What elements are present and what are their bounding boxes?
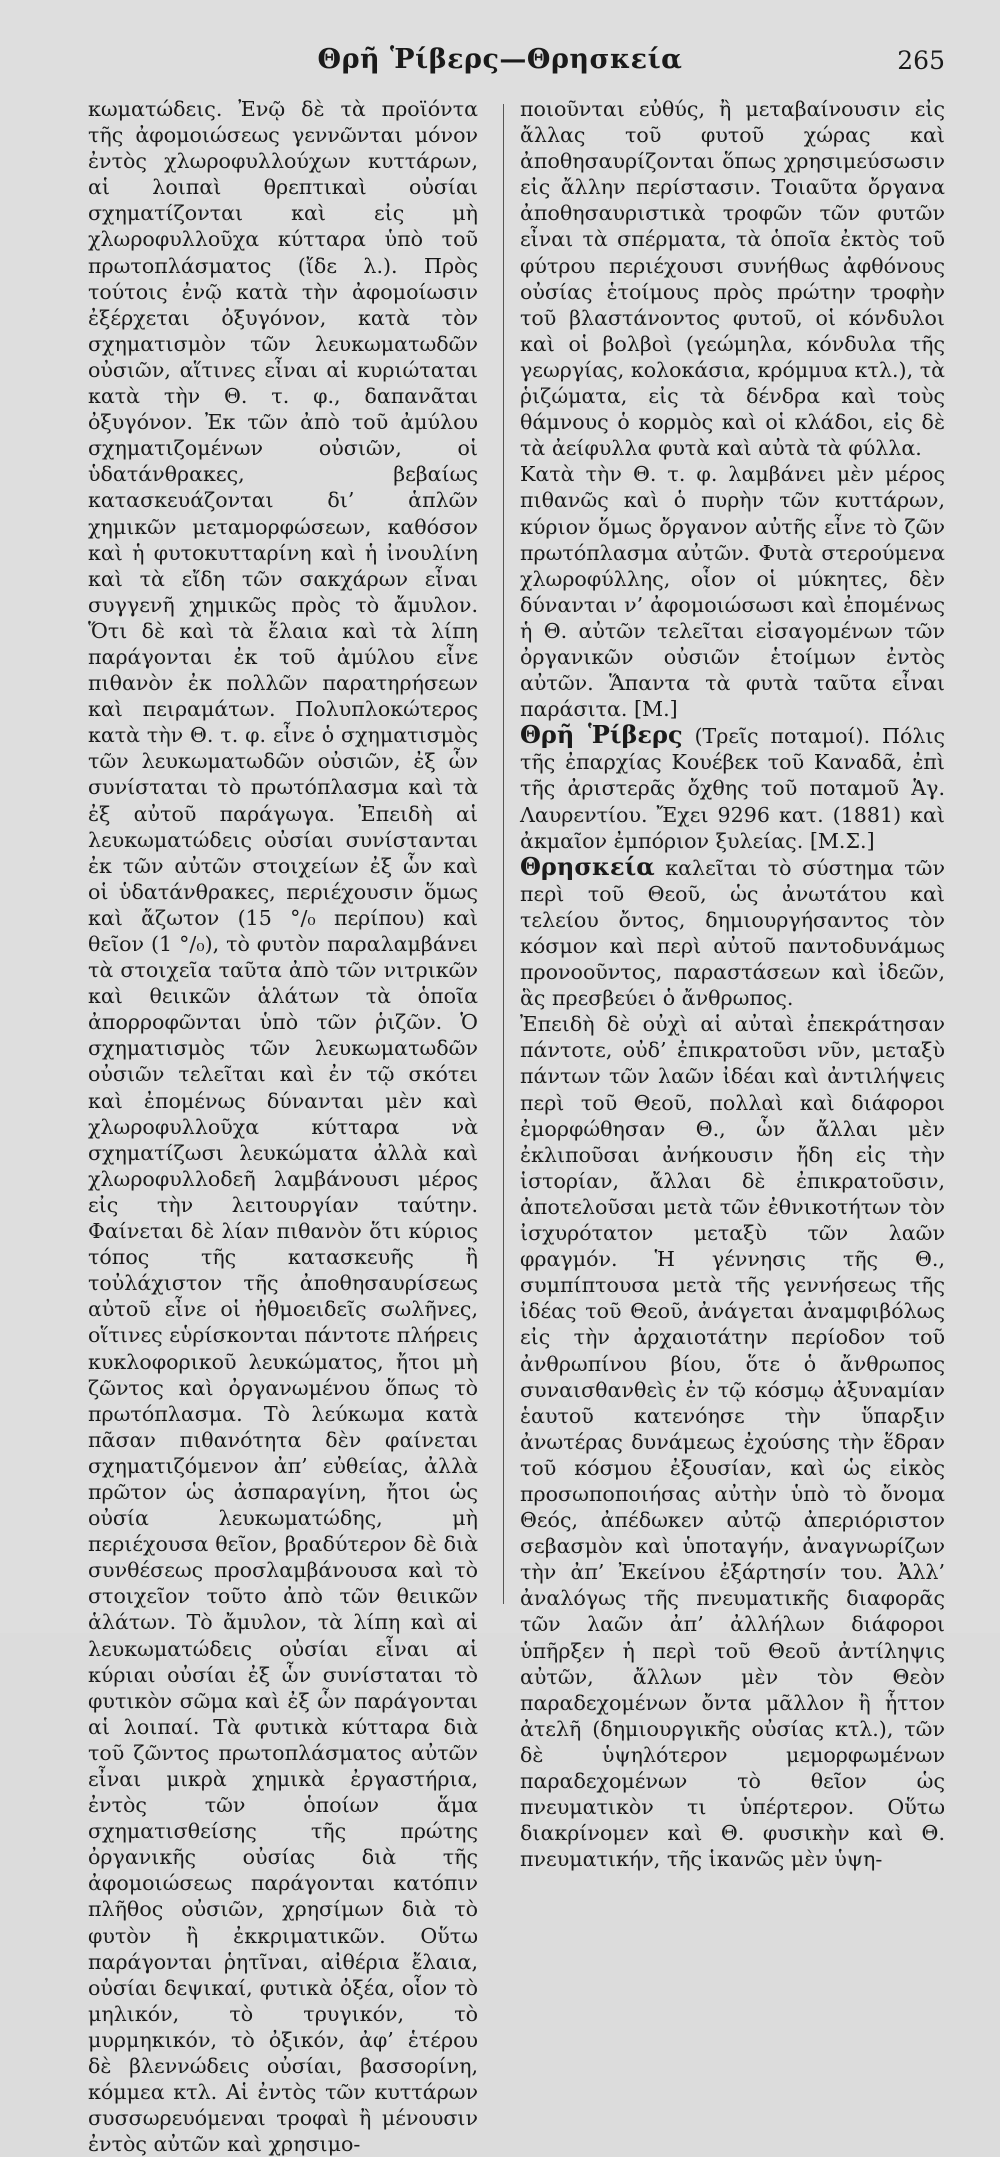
right-column [520,96,945,1872]
page-number: 265 [897,46,945,75]
entry-body: (Τρεῖς ποταμοί). Πόλις τῆς ἐπαρχίας Κουέβεκ τοῦ Καναδᾶ, ἐπὶ τῆς ἀριστερᾶς ὄχθης τοῦ ποταμοῦ Ἁγ. Λαυρεντίου. Ἔχει 9296 κατ. (1881) καὶ ἀκμαῖον ἐμπόριον ξυλείας. [520,724,946,853]
paragraph-2-text: Κατὰ τὴν Θ. τ. φ. λαμβάνει μὲν μέρος πιθανῶς καὶ ὁ πυρὴν τῶν κυττάρων, κύριον ὅμως ὄργανον αὐτῆς εἶνε τὸ ζῶν πρωτόπλασμα αὐτῶν. Φυτὰ στερούμενα χλωροφύλλης, οἷον οἱ μύκητες, δὲν δύνανται ν’ ἀφομοιώσωσι καὶ ἐπομένως ἡ Θ. αὐτῶν τελεῖται εἰσαγομένων τῶν ὀργανικῶν οὐσιῶν ἑτοίμων ἐντὸς αὐτῶν. Ἅπαντα τὰ φυτὰ ταῦτα εἶναι παράσιτα. [520,462,945,722]
author-signature: [Μ.] [633,697,678,722]
entry-body: καλεῖται τὸ σύστημα τῶν περὶ τοῦ Θεοῦ, ὡς ἀνωτάτου καὶ τελείου ὄντος, δημιουργήσαντος τὸν κόσμον καὶ περὶ αὐτοῦ παντοδυνάμως προνοοῦντος, παραστάσεων καὶ ἰδεῶν, ἃς πρεσβεύει ὁ ἄνθρωπος. [520,855,945,1011]
running-title: Θρῆ Ῥίβερς—Θρησκεία [317,44,683,75]
right-paragraph-1: ποιοῦνται εὐθύς, ἢ μεταβαίνουσιν εἰς ἄλλας τοῦ φυτοῦ χώρας καὶ ἀποθησαυρίζονται ὅπως χρησιμεύσωσιν εἰς ἄλλην περίστασιν. Τοιαῦτα ὄργανα ἀποθησαυριστικὰ τροφῶν τῶν φυτῶν εἶναι τὰ σπέρματα, τὰ ὁποῖα ἐκτὸς τοῦ φύτρου περιέχουσι συνήθως ἀφθόνους οὐσίας ἑτοίμους πρὸς πρώτην τροφὴν τοῦ βλαστάνοντος φυτοῦ, οἱ κόνδυλοι καὶ οἱ βολβοὶ (γεώμηλα, κόνδυλα τῆς γεωργίας, κολοκάσια, κρόμμυα κτλ.), τὰ ῥιζώματα, εἰς τὰ δένδρα καὶ τοὺς θάμνους ὁ κορμὸς καὶ οἱ κλάδοι, εἰς δὲ τὰ ἀείφυλλα φυτὰ καὶ αὐτὰ τὰ φύλλα. [520,97,945,461]
entry-threskeia [520,851,945,1012]
left-column [88,96,478,2157]
entry-headword: Θρησκεία [520,851,655,881]
page-header [0,38,1000,88]
column-divider [503,104,504,1604]
entry-headword: Θρῆ Ῥίβερς [520,720,683,750]
right-paragraph-2 [520,461,945,722]
entry-thre-rivers [520,722,945,853]
author-signature: [Μ.Σ.] [809,828,875,853]
left-paragraph: κωματώδεις. Ἐνῷ δὲ τὰ προϊόντα τῆς ἀφομοιώσεως γεννῶνται μόνον ἐντὸς χλωροφυλλούχων κυττάρων, αἱ λοιπαὶ θρεπτικαὶ οὐσίαι σχηματίζονται καὶ εἰς μὴ χλωροφυλλοῦχα κύτταρα ὑπὸ τοῦ πρωτοπλάσματος (ἴδε λ.). Πρὸς τούτοις ἐνῷ κατὰ τὴν ἀφομοίωσιν ἐξέρχεται ὀξυγόνον, κατὰ τὸν σχηματισμὸν τῶν λευκωματωδῶν οὐσιῶν, αἵτινες εἶναι αἱ κυριώταται κατὰ τὴν Θ. τ. φ., δαπανᾶται ὀξυγόνον. Ἐκ τῶν ἀπὸ τοῦ ἀμύλου σχηματιζομένων οὐσιῶν, οἱ ὑδατάνθρακες, βεβαίως κατασκευάζονται δι’ ἁπλῶν χημικῶν μεταμορφώσεων, καθόσον καὶ ἡ φυτοκυτταρίνη καὶ ἡ ἰνουλίνη καὶ τὰ εἴδη τῶν σακχάρων εἶναι συγγενῆ χημικῶς πρὸς τὸ ἄμυλον. Ὅτι δὲ καὶ τὰ ἔλαια καὶ τὰ λίπη παράγονται ἐκ τοῦ ἀμύλου εἶνε πιθανὸν ἐκ πολλῶν παρατηρήσεων καὶ πειραμάτων. Πολυπλοκώτερος κατὰ τὴν Θ. τ. φ. εἶνε ὁ σχηματισμὸς τῶν λευκωματωδῶν οὐσιῶν, ἐξ ὧν συνίσταται τὸ πρωτόπλασμα καὶ τὰ ἐξ αὐτοῦ παράγωγα. Ἐπειδὴ αἱ λευκωματώδεις οὐσίαι συνίστανται ἐκ τῶν αὐτῶν στοιχείων ἐξ ὧν καὶ οἱ ὑδατάνθρακες, περιέχουσιν ὅμως καὶ ἄζωτον (15 °/₀ περίπου) καὶ θεῖον (1 °/₀), τὸ φυτὸν παραλαμβάνει τὰ στοιχεῖα ταῦτα ἀπὸ τῶν νιτρικῶν καὶ θειικῶν ἁλάτων τὰ ὁποῖα ἀπορροφῶνται ὑπὸ τῶν ῥιζῶν. Ὁ σχηματισμὸς τῶν λευκωματωδῶν οὐσιῶν τελεῖται καὶ ἐν τῷ σκότει καὶ ἐπομένως δύνανται μὲν καὶ χλωροφυλλοῦχα κύτταρα νὰ σχηματίζωσι λευκώματα ἀλλὰ καὶ χλωροφυλλοδεῆ λαμβάνουσι μέρος εἰς τὴν λειτουργίαν ταύτην. Φαίνεται δὲ λίαν πιθανὸν ὅτι κύριος τόπος τῆς κατασκευῆς ἢ τοὐλάχιστον τῆς ἀποθησαυρίσεως αὐτοῦ εἶνε οἱ ἠθμοειδεῖς σωλῆνες, οἵτινες εὑρίσκονται πάντοτε πλήρεις κυκλοφορικοῦ λευκώματος, ἤτοι μὴ ζῶντος καὶ ὀργανωμένου ὅπως τὸ πρωτόπλασμα. Τὸ λεύκωμα κατὰ πᾶσαν πιθανότητα δὲν φαίνεται σχηματιζόμενον ἀπ’ εὐθείας, ἀλλὰ πρῶτον ὡς ἀσπαραγίνη, ἤτοι ὡς οὐσία λευκωματώδης, μὴ περιέχουσα θεῖον, βραδύτερον δὲ διὰ συνθέσεως προσλαμβάνουσα καὶ τὸ στοιχεῖον τοῦτο ἀπὸ τῶν θειικῶν ἁλάτων. Τὸ ἄμυλον, τὰ λίπη καὶ αἱ λευκωματώδεις οὐσίαι εἶναι αἱ κύριαι οὐσίαι ἐξ ὧν συνίσταται τὸ φυτικὸν σῶμα καὶ ἐξ ὧν παράγονται αἱ λοιπαί. Τὰ φυτικὰ κύτταρα διὰ τοῦ ζῶντος πρωτοπλάσματος αὐτῶν εἶναι μικρὰ χημικὰ ἐργαστήρια, ἐντὸς τῶν ὁποίων ἅμα σχηματισθείσης τῆς πρώτης ὀργανικῆς οὐσίας διὰ τῆς ἀφομοιώσεως παράγονται κατόπιν πλῆθος οὐσιῶν, χρησίμων διὰ τὸ φυτὸν ἢ ἐκκριματικῶν. Οὕτω παράγονται ῥητῖναι, αἰθέρια ἔλαια, οὐσίαι δεψικαί, φυτικὰ ὀξέα, οἷον τὸ μηλικόν, τὸ τρυγικόν, τὸ μυρμηκικόν, τὸ ὀξικόν, ἀφ’ ἑτέρου δὲ βλεννώδεις οὐσίαι, βασσορίνη, κόμμεα κτλ. Αἱ ἐντὸς τῶν κυττάρων συσσωρευόμεναι τροφαὶ ἢ μένουσιν ἐντὸς αὐτῶν καὶ χρησιμο- [88,97,479,2157]
entry-threskeia-continued: Ἐπειδὴ δὲ οὐχὶ αἱ αὐταὶ ἐπεκράτησαν πάντοτε, οὐδ’ ἐπικρατοῦσι νῦν, μεταξὺ πάντων τῶν λαῶν ἰδέαι καὶ ἀντιλήψεις περὶ τοῦ Θεοῦ, πολλαὶ καὶ διάφοροι ἐμορφώθησαν Θ., ὧν ἄλλαι μὲν ἐκλιποῦσαι ἀνήκουσιν ἤδη εἰς τὴν ἱστορίαν, ἄλλαι δὲ ἐπικρατοῦσιν, ἀποτελοῦσαι μετὰ τῶν ἐθνικοτήτων τὸν ἰσχυρότατον μεταξὺ τῶν λαῶν φραγμόν. Ἡ γέννησις τῆς Θ., συμπίπτουσα μετὰ τῆς γεννήσεως τῆς ἰδέας τοῦ Θεοῦ, ἀνάγεται ἀναμφιβόλως εἰς τὴν ἀρχαιοτάτην περίοδον τοῦ ἀνθρωπίνου βίου, ὅτε ὁ ἄνθρωπος συναισθανθεὶς ἐν τῷ κόσμῳ ἀξυναμίαν ἑαυτοῦ κατενόησε τὴν ὕπαρξιν ἀνωτέρας δυνάμεως ἐχούσης τὴν ἕδραν τοῦ κόσμου ἐξουσίαν, καὶ ὡς εἰκὸς προσωποποιήσας αὐτὴν ὑπὸ τὸ ὄνομα Θεός, ἀπέδωκεν αὐτῷ ἀπεριόριστον σεβασμὸν καὶ ὑποταγήν, ἀναγνωρίζων τὴν ἀπ’ Ἐκείνου ἐξάρτησίν του. Ἀλλ’ ἀναλόγως τῆς πνευματικῆς διαφορᾶς τῶν λαῶν ἀπ’ ἀλλήλων διάφοροι ὑπῆρξεν ἡ περὶ τοῦ Θεοῦ ἀντίληψις αὐτῶν, ἄλλων μὲν τὸν Θεὸν παραδεχομένων ὄντα μᾶλλον ἢ ἧττον ἀτελῆ (δημιουργικῆς οὐσίας κτλ.), τῶν δὲ ὑψηλότερον μεμορφωμένων παραδεχομένων τὸ θεῖον ὡς πνευματικὸν τι ὑπέρτερον. Οὕτω διακρίνομεν καὶ Θ. φυσικὴν καὶ Θ. πνευματικήν, τῆς ἱκανῶς μὲν ὑψη- [520,1012,945,1872]
